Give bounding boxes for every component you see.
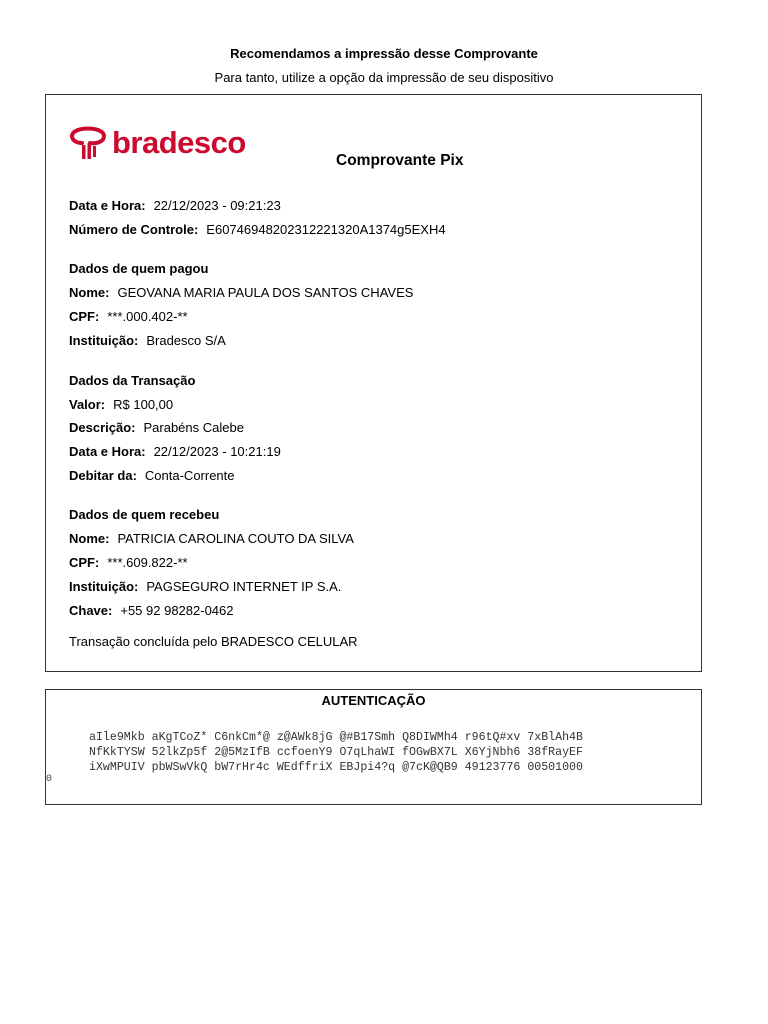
brand-name: bradesco (112, 125, 246, 160)
print-instruction: Para tanto, utilize a opção da impressão de seu dispositivo (214, 70, 554, 85)
auth-line: aIle9Mkb aKgTCoZ* C6nkCm*@ z@AWk8jG @#B17Smh Q8DIWMh4 r96tQ#xv 7xBlAh4B (89, 731, 583, 744)
payee-institution-row: Instituição: PAGSEGURO INTERNET IP S.A. (69, 579, 342, 594)
print-recommendation: Recomendamos a impressão desse Comprovante (230, 46, 538, 61)
datetime-row: Data e Hora: 22/12/2023 - 09:21:23 (69, 198, 281, 213)
bradesco-logo-icon (68, 121, 108, 165)
payee-name-row: Nome: PATRICIA CAROLINA COUTO DA SILVA (69, 531, 354, 546)
bradesco-logo (68, 121, 246, 165)
auth-line: NfKkTYSW 52lkZp5f 2@5MzIfB ccfoenY9 O7qLhaWI fOGwBX7L X6YjNbh6 38fRayEF (89, 746, 583, 759)
transaction-value-row: Valor: R$ 100,00 (69, 397, 174, 412)
authentication-title: AUTENTICAÇÃO (321, 693, 426, 708)
payee-cpf-row: CPF: ***.609.822-** (69, 555, 188, 570)
completion-note: Transação concluída pelo BRADESCO CELULAR (69, 634, 358, 649)
transaction-description-row: Descrição: Parabéns Calebe (69, 420, 244, 435)
control-number-row: Número de Controle: E60746948202312221320A1374g5EXH4 (69, 222, 446, 237)
payer-cpf-row: CPF: ***.000.402-** (69, 309, 188, 324)
transaction-debit-row: Debitar da: Conta-Corrente (69, 468, 235, 483)
transaction-section-title: Dados da Transação (69, 373, 196, 388)
payee-key-row: Chave: +55 92 98282-0462 (69, 603, 234, 618)
receipt-card (45, 94, 702, 672)
authentication-trailing: 0 (46, 774, 53, 785)
authentication-box (45, 689, 702, 805)
authentication-code (89, 730, 583, 775)
payer-institution-row: Instituição: Bradesco S/A (69, 333, 226, 348)
payer-name-row: Nome: GEOVANA MARIA PAULA DOS SANTOS CHAVES (69, 285, 414, 300)
payer-section-title: Dados de quem pagou (69, 261, 209, 276)
payee-section-title: Dados de quem recebeu (69, 507, 220, 522)
auth-line: iXwMPUIV pbWSwVkQ bW7rHr4c WEdffriX EBJpi4?q @7cK@QB9 49123776 00501000 (89, 761, 583, 774)
receipt-title: Comprovante Pix (336, 152, 464, 169)
transaction-datetime-row: Data e Hora: 22/12/2023 - 10:21:19 (69, 444, 281, 459)
